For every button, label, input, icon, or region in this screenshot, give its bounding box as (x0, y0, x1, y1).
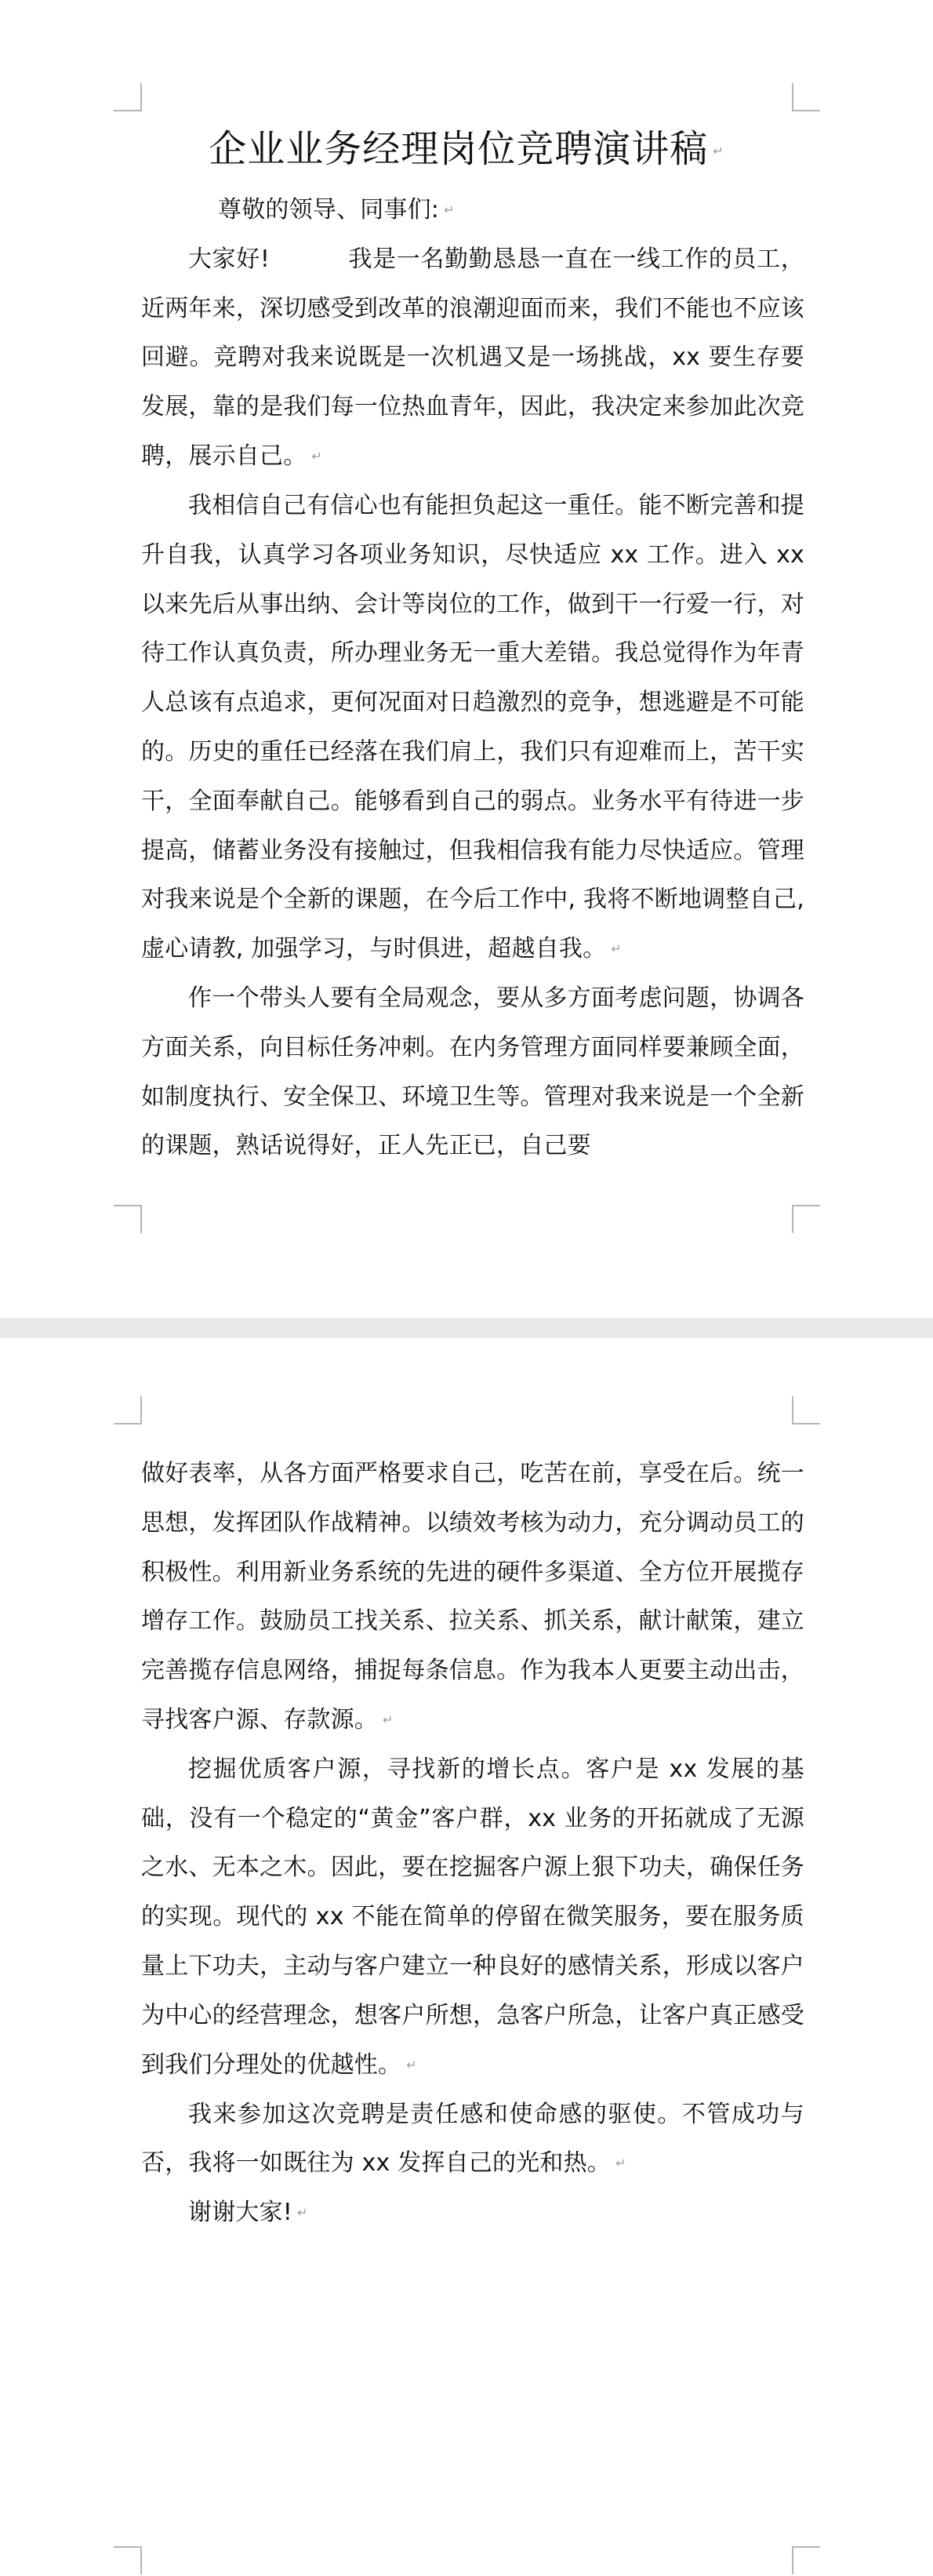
paragraph-6: 我来参加这次竞聘是责任感和使命感的驱使。不管成功与否，我将一如既往为 xx 发挥自己的光和热。 ↵ (141, 2100, 804, 2178)
paragraph-2: 我相信自己有信心也有能担负起这一重任。能不断完善和提升自我，认真学习各项业务知识，尽快适应 xx 工作。进入 xx 以来先后从事出纳、会计等岗位的工作，做到干一行爱一行，对待工作认真负责，所办理业务无一重大差错。我总觉得作为年青人总该有点追求，更何况面对日趋激烈的竞争，想逃避是不可能的。历史的重任已经落在我们肩上，我们只有迎难而上，苦干实干，全面奉献自己。能够看到自己的弱点。业务水平有待进一步提高，储蓄业务没有接触过，但我相信我有能力尽快适应。管理对我来说是个全新的课题，在今后工作中, 我将不断地调整自己, 虚心请教, 加强学习，与时俱进，超越自我。 ↵ (141, 491, 804, 963)
salutation: 尊敬的领导、同事们: ↵ (218, 196, 455, 224)
paragraph-mark: ↵ (297, 2205, 308, 2221)
margin-corner-bottom-right (792, 1205, 820, 1233)
document-page-2 (0, 1338, 933, 2576)
paragraph-mark: ↵ (615, 2156, 626, 2171)
page-2-body (141, 1450, 804, 2238)
paragraph-mark: ↵ (611, 941, 622, 957)
paragraph-4: 做好表率，从各方面严格要求自己，吃苦在前，享受在后。统一思想，发挥团队作战精神。以绩效考核为动力，充分调动员工的积极性。利用新业务系统的先进的硬件多渠道、全方位开展揽存增存工作。鼓励员工找关系、拉关系、抓关系，献计献策，建立完善揽存信息网络，捕捉每条信息。作为我本人更要主动出击，寻找客户源、存款源。 ↵ (141, 1460, 804, 1734)
margin-corner-top-left (114, 83, 142, 111)
page-gap (0, 1318, 933, 1338)
paragraph-1: 大家好! 我是一名勤勤恳恳一直在一线工作的员工，近两年来，深切感受到改革的浪潮迎面而来，我们不能也不应该回避。竞聘对我来说既是一次机遇又是一场挑战，xx 要生存要发展，靠的是我们每一位热血青年，因此，我决定来参加此次竞聘，展示自己。 ↵ (141, 245, 804, 471)
paragraph-mark: ↵ (406, 2057, 417, 2072)
paragraph-mark: ↵ (311, 449, 323, 464)
margin-corner-bottom-left (114, 1205, 142, 1233)
paragraph-mark: ↵ (713, 144, 724, 158)
margin-corner-top-left (114, 1396, 142, 1424)
margin-corner-bottom-left (114, 2546, 142, 2574)
paragraph-5: 挖掘优质客户源，寻找新的增长点。客户是 xx 发展的基础，没有一个稳定的“黄金”客户群，xx 业务的开拓就成了无源之水、无本之木。因此，要在挖掘客户源上狠下功夫，确保任务的实现。现代的 xx 不能在简单的停留在微笑服务，要在服务质量上下功夫，主动与客户建立一种良好的感情关系，形成以客户为中心的经营理念，想客户所想，急客户所急，让客户真正感受到我们分理处的优越性。 ↵ (141, 1755, 804, 2079)
page-1-body (141, 186, 804, 1171)
greeting: 大家好! (188, 245, 270, 273)
margin-corner-top-right (792, 1396, 820, 1424)
margin-corner-bottom-right (792, 2546, 820, 2574)
document-title-text: 企业业务经理岗位竞聘演讲稿 (209, 127, 709, 171)
paragraph-3: 作一个带头人要有全局观念，要从多方面考虑问题，协调各方面关系，向目标任务冲刺。在内务管理方面同样要兼顾全面，如制度执行、安全保卫、环境卫生等。管理对我来说是一个全新的课题，熟话说得好，正人先正已，自己要 (141, 984, 804, 1160)
paragraph-mark: ↵ (444, 202, 455, 218)
document-title (0, 118, 933, 183)
closing: 谢谢大家! ↵ (188, 2199, 308, 2227)
margin-corner-top-right (792, 83, 820, 111)
paragraph-mark: ↵ (383, 1712, 394, 1728)
